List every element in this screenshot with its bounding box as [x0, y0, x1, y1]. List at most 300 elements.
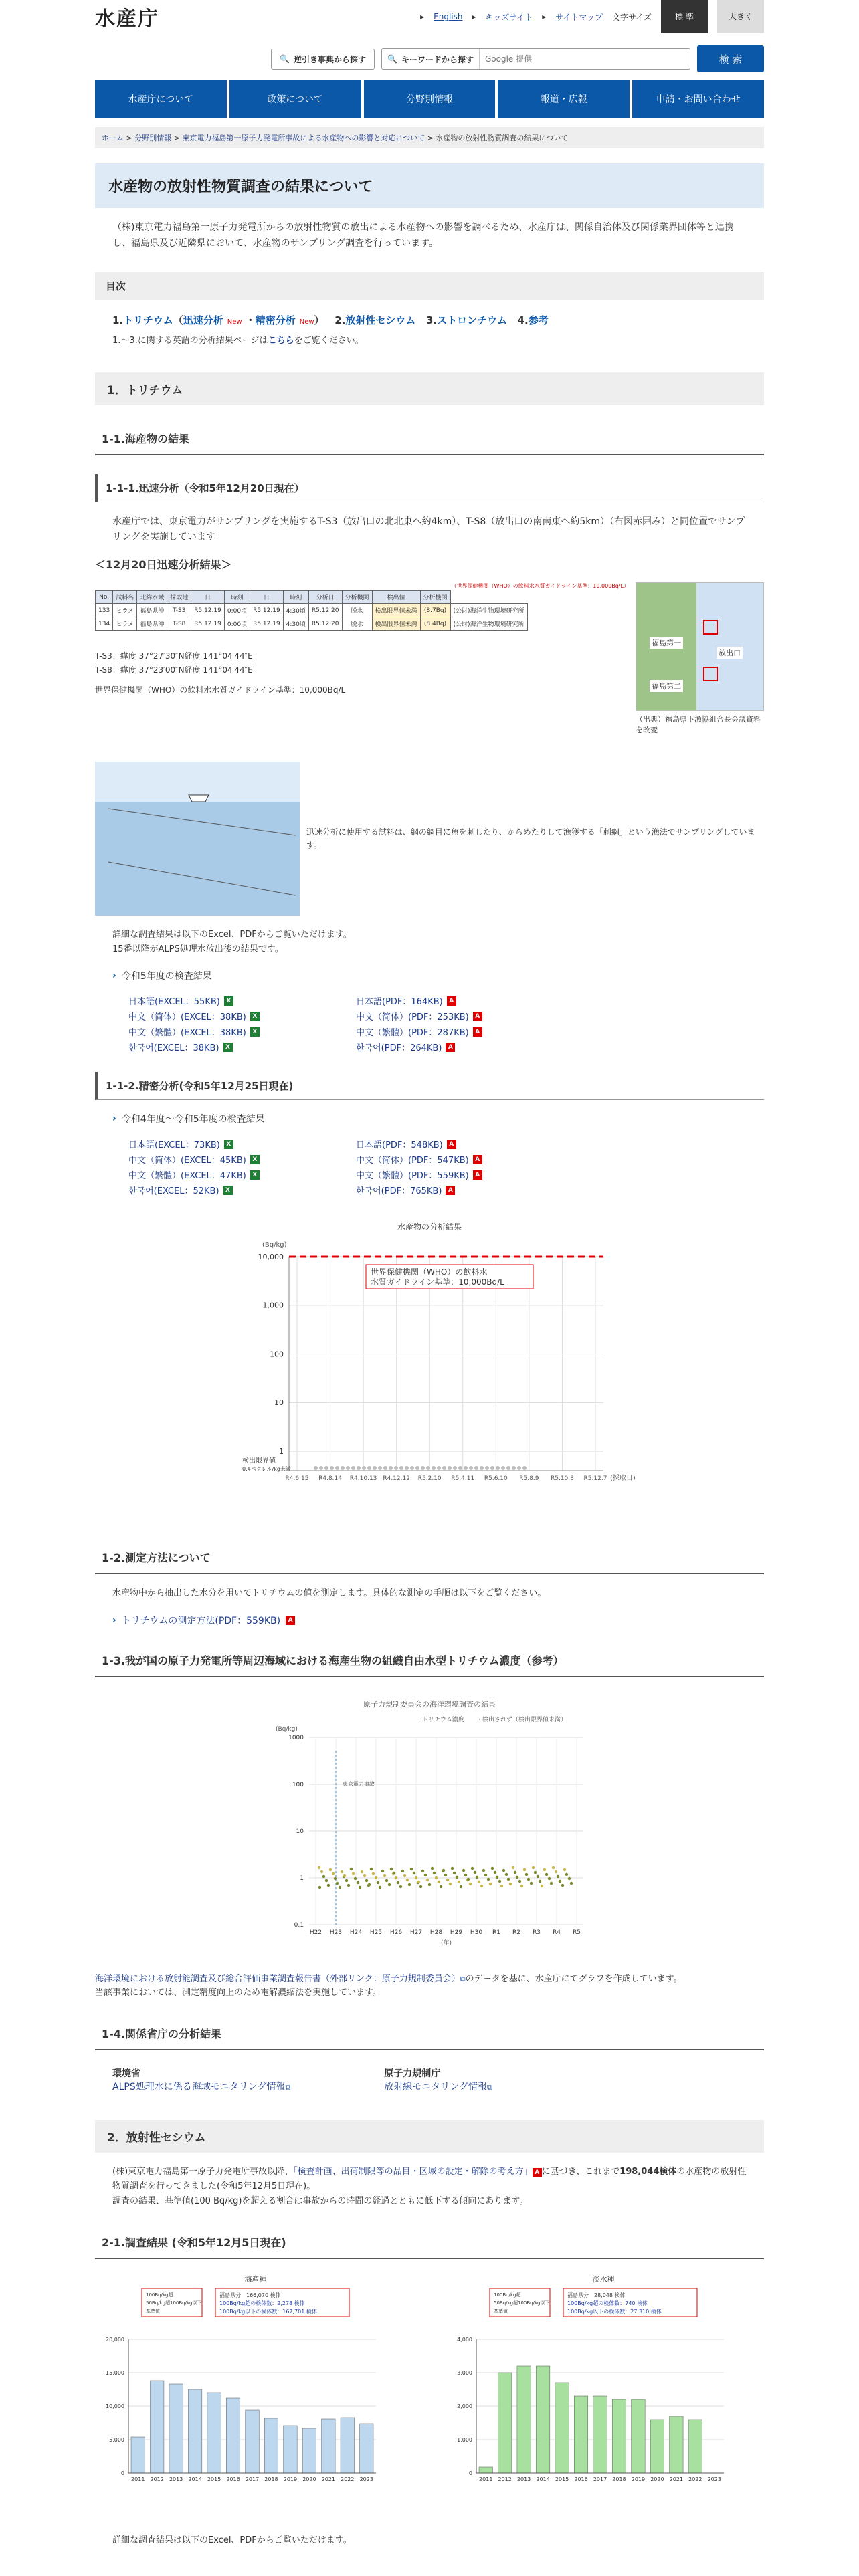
- excel-icon: X: [224, 996, 233, 1006]
- who-note: 世界保健機関（WHO）の飲料水水質ガイドライン基準：10,000Bq/L: [95, 685, 346, 695]
- x-tick-label: 2023: [707, 2476, 721, 2483]
- data-point: [329, 1868, 332, 1870]
- download-link[interactable]: [356, 994, 583, 1007]
- x-tick-label: 2013: [516, 2476, 531, 2483]
- toc-link-cesium[interactable]: 放射性セシウム: [345, 314, 416, 326]
- download-link[interactable]: [356, 1025, 583, 1038]
- download-label: 日本語(EXCEL：55KB): [128, 997, 220, 1008]
- download-label: 한국어(PDF：264KB): [356, 1043, 442, 1054]
- toc-heading: 目次: [95, 272, 764, 300]
- cesium-charts: [95, 2272, 764, 2493]
- data-point: [460, 1885, 462, 1887]
- y-tick-label: 100: [270, 1350, 284, 1359]
- subsection-rapid: 1-1-1.迅速分析（令和5年12月20日現在）: [95, 474, 764, 502]
- data-point: [357, 1881, 359, 1883]
- breadcrumb-current: 水産物の放射性物質調査の結果について: [436, 134, 569, 142]
- table-cell: ヒラメ: [113, 604, 137, 617]
- data-point: [530, 1881, 533, 1884]
- lod-label: 検出限界値: [242, 1457, 276, 1465]
- summary-line: 100Bq/kg以下の検体数：167,701 検体: [219, 2309, 317, 2315]
- data-point: [320, 1870, 323, 1872]
- cesium-text-pre: (株)東京電力福島第一原子力発電所事故以降、: [112, 2167, 294, 2177]
- english-note-pre: 1.〜3.に関する英語の分析結果ページは: [112, 335, 268, 346]
- table-cell: 134: [96, 617, 113, 631]
- download-label: 中文（繁體）(PDF：559KB): [356, 1171, 469, 1182]
- detail-note-2: 15番以降がALPS処理水放出後の結果です。: [112, 944, 284, 955]
- accident-label: 東京電力事故: [343, 1780, 375, 1787]
- x-tick-label: 2016: [226, 2476, 240, 2483]
- data-point: [532, 1866, 535, 1868]
- data-point: [388, 1883, 391, 1885]
- y-tick-label: 10,000: [106, 2403, 124, 2410]
- legend-item: ・検出されず（検出限界値未満）: [476, 1716, 567, 1723]
- chart-title: 水産物の分析結果: [397, 1222, 462, 1232]
- link-sitemap[interactable]: サイトマップ: [555, 12, 603, 22]
- table-cell: (8.7Bq): [420, 604, 450, 617]
- cesium-text-3: 調査の結果、基準値(100 Bq/kg)を超える割合は事故からの時間の経過とともに低下する傾向にあります。: [112, 2196, 529, 2207]
- data-point: [433, 1871, 436, 1874]
- excel-icon: X: [224, 1140, 233, 1149]
- nav-about[interactable]: 水産庁について: [95, 80, 227, 118]
- related-moe-org: 環境省: [112, 2068, 140, 2080]
- data-point: [419, 1885, 422, 1887]
- bar: [264, 2418, 278, 2473]
- data-point: [525, 1872, 528, 1875]
- y-tick-label: 20,000: [106, 2337, 124, 2343]
- download-label: 日本語(PDF：548KB): [356, 1140, 443, 1151]
- x-tick-label: 2018: [612, 2476, 626, 2483]
- data-point: [494, 1870, 496, 1873]
- data-point: [395, 1876, 397, 1879]
- download-link[interactable]: [128, 1168, 356, 1181]
- table-cell: ヒラメ: [113, 617, 137, 631]
- y-tick-label: 10: [274, 1398, 284, 1408]
- download-link[interactable]: [356, 1138, 583, 1150]
- x-tick-label: H22: [309, 1929, 322, 1936]
- y-tick-label: 0: [468, 2470, 472, 2477]
- gill-net-illustration: [95, 762, 300, 916]
- breadcrumb-fields[interactable]: 分野別情報: [134, 134, 172, 142]
- external-link-icon: ⧉: [285, 2083, 291, 2092]
- related-nra: [384, 2066, 492, 2093]
- excel-icon: X: [223, 1043, 233, 1052]
- subsection-method: 1-2.測定方法について: [95, 1544, 764, 1574]
- english-note: [112, 334, 747, 348]
- external-link-icon: ⧉: [487, 2083, 492, 2092]
- data-point: [413, 1871, 415, 1874]
- data-point: [563, 1868, 566, 1870]
- data-point: [421, 1869, 424, 1872]
- download-link[interactable]: [356, 1184, 583, 1196]
- table-cell: R5.12.19: [250, 604, 284, 617]
- table-row: [96, 617, 528, 631]
- table-header-cell: 時刻: [224, 591, 250, 604]
- x-tick-label: 2012: [150, 2476, 164, 2483]
- data-point: [474, 1870, 476, 1873]
- data-point: [375, 1876, 377, 1879]
- table-cell: T-S3: [167, 604, 191, 617]
- marine-cesium-chart: [95, 2272, 416, 2493]
- data-point: [314, 1466, 318, 1470]
- chevron-right-icon: ›: [112, 1113, 116, 1125]
- download-link[interactable]: [128, 1138, 356, 1150]
- data-point: [435, 1876, 438, 1879]
- x-axis-label: (年): [440, 1939, 452, 1947]
- legend-item: 50Bq/kg超100Bq/kg以下: [494, 2300, 550, 2306]
- data-point: [467, 1877, 470, 1880]
- y-tick-label: 10: [296, 1828, 304, 1835]
- toc-link-strontium[interactable]: ストロンチウム: [437, 314, 507, 326]
- chart-title: 淡水種: [592, 2275, 615, 2284]
- data-point: [552, 1866, 555, 1868]
- data-point: [385, 1879, 388, 1881]
- r4-label: 令和4年度〜令和5年度の検査結果: [121, 1114, 265, 1125]
- data-point: [509, 1882, 512, 1885]
- site-logo[interactable]: 水産庁: [95, 7, 159, 31]
- x-tick-label: H24: [349, 1929, 363, 1936]
- bar: [322, 2419, 335, 2473]
- data-point: [357, 1466, 361, 1470]
- y-tick-label: 3,000: [457, 2370, 472, 2377]
- x-tick-label: 2011: [131, 2476, 145, 2483]
- external-link-icon: ⧉: [460, 1974, 466, 1983]
- data-point: [516, 1875, 518, 1878]
- x-tick-label: R5.2.10: [417, 1475, 442, 1483]
- x-tick-label: 2020: [650, 2476, 664, 2483]
- global-nav: [95, 80, 764, 118]
- r5-label: 令和5年度の検査結果: [121, 971, 212, 982]
- data-point: [478, 1880, 480, 1883]
- data-point: [359, 1885, 361, 1888]
- x-tick-label: 2015: [555, 2476, 569, 2483]
- freshwater-cesium-chart: [443, 2272, 764, 2493]
- related-nra-link[interactable]: 放射線モニタリング情報: [384, 2082, 488, 2093]
- data-point: [410, 1867, 413, 1870]
- new-badge: New: [227, 318, 242, 326]
- map-label-daini: 福島第二: [650, 680, 683, 692]
- chart-title: 原子力規制委員会の海洋環境調査の結果: [363, 1699, 496, 1709]
- x-tick-label: H25: [369, 1929, 383, 1936]
- x-tick-label: 2015: [207, 2476, 221, 2483]
- pdf-icon: A: [446, 1043, 455, 1052]
- download-link[interactable]: [128, 994, 356, 1007]
- y-tick-label: 100: [292, 1781, 304, 1788]
- data-point: [520, 1884, 523, 1887]
- data-point: [383, 1466, 387, 1470]
- nav-fields[interactable]: 分野別情報: [364, 80, 496, 118]
- data-point: [496, 1466, 500, 1470]
- data-point: [482, 1868, 485, 1871]
- search-input[interactable]: [480, 53, 690, 64]
- map-wrap: [636, 582, 764, 735]
- data-point: [543, 1868, 546, 1870]
- toc-link-precise[interactable]: 精密分析: [255, 314, 296, 326]
- download-link[interactable]: [128, 1025, 356, 1038]
- font-size-standard-button[interactable]: 標 準: [661, 0, 708, 33]
- bar: [284, 2426, 297, 2473]
- y-tick-label: 0: [120, 2470, 124, 2477]
- table-header-cell: 時刻: [283, 591, 308, 604]
- x-tick-label: 2016: [574, 2476, 588, 2483]
- pdf-icon: A: [473, 1027, 482, 1037]
- search-row: [95, 45, 764, 72]
- data-point: [334, 1876, 337, 1879]
- data-point: [426, 1466, 430, 1470]
- pdf-icon: A: [473, 1012, 482, 1021]
- nav-press[interactable]: 報道・広報: [498, 80, 630, 118]
- x-tick-label: H27: [409, 1929, 423, 1936]
- excel-icon: X: [250, 1027, 260, 1037]
- related-moe-link[interactable]: ALPS処理水に係る海域モニタリング情報: [112, 2082, 286, 2093]
- data-point: [534, 1870, 537, 1873]
- link-english[interactable]: English: [434, 12, 463, 21]
- related-moe: [112, 2066, 290, 2093]
- bar: [536, 2366, 549, 2473]
- excel-icon: X: [250, 1155, 260, 1164]
- data-point: [471, 1866, 474, 1869]
- data-point: [550, 1881, 553, 1884]
- breadcrumb: ホーム > 分野別情報 > 東京電力福島第一原子力発電所事故による水産物への影響と対応について > 水産物の放射性物質調査の結果について: [95, 127, 764, 148]
- rapid-text: 水産庁では、東京電力がサンプリングを実施するT-S3（放出口の北北東へ約4km）、T-S8（放出口の南南東へ約5km）（右図赤囲み）と同位置でサンプリングを実施しています。: [112, 516, 745, 543]
- data-point: [444, 1873, 447, 1876]
- toc-link-reference[interactable]: 参考: [528, 314, 549, 326]
- data-point: [485, 1466, 489, 1470]
- data-point: [346, 1466, 350, 1470]
- data-point: [389, 1466, 393, 1470]
- download-label: 中文（简体）(EXCEL：45KB): [128, 1156, 246, 1166]
- source-link[interactable]: 海洋環境における放射能調査及び総合評価事業調査報告書（外部リンク：原子力規制委員会）: [95, 1973, 460, 1984]
- data-point: [480, 1884, 483, 1887]
- table-row: [96, 604, 528, 617]
- x-tick-label: 2018: [264, 2476, 278, 2483]
- toc-link-rapid[interactable]: 迅速分析: [183, 314, 223, 326]
- download-label: 中文（简体）(EXCEL：38KB): [128, 1012, 246, 1023]
- data-point: [415, 1466, 419, 1470]
- keyword-label: [382, 49, 480, 69]
- data-point: [330, 1466, 334, 1470]
- bar: [593, 2396, 607, 2473]
- search-submit-button[interactable]: 検 索: [697, 45, 764, 72]
- table-cell: 4:30頃: [283, 604, 308, 617]
- data-point: [500, 1884, 503, 1887]
- english-note-post: をご覧ください。: [294, 335, 364, 346]
- data-point: [570, 1881, 573, 1884]
- r5-results-item: [112, 969, 747, 982]
- download-label: 中文（繁體）(EXCEL：47KB): [128, 1171, 246, 1182]
- result-table: [95, 590, 528, 631]
- data-point: [491, 1866, 494, 1869]
- table-cell: R5.12.20: [308, 604, 342, 617]
- link-kids[interactable]: キッズサイト: [485, 12, 533, 22]
- x-tick-label: H29: [450, 1929, 463, 1936]
- x-tick-label: 2023: [359, 2476, 373, 2483]
- nav-contact[interactable]: 申請・お問い合わせ: [632, 80, 764, 118]
- x-tick-label: 2021: [321, 2476, 336, 2483]
- font-size-label: 文字サイズ: [611, 12, 652, 22]
- map-marker-ts8: [703, 667, 718, 681]
- data-point: [442, 1466, 446, 1470]
- x-tick-label: 2017: [245, 2476, 260, 2483]
- data-point: [437, 1466, 441, 1470]
- data-point: [428, 1883, 431, 1885]
- subsection-other-ministries: 1-4.関係省庁の分析結果: [95, 2020, 764, 2050]
- subsection-marine: 1-1.海産物の結果: [95, 425, 764, 455]
- x-tick-label: R5.6.10: [484, 1475, 508, 1483]
- y-tick-label: 1: [279, 1447, 284, 1457]
- search-icon: 🔍: [387, 54, 397, 64]
- pdf-icon: A: [533, 2168, 542, 2177]
- table-header-cell: 検出値: [372, 591, 420, 604]
- download-link[interactable]: [356, 1153, 583, 1166]
- x-tick-label: R5.8.9: [519, 1475, 539, 1483]
- data-point: [399, 1885, 402, 1887]
- excel-icon: X: [250, 1170, 260, 1180]
- data-point: [324, 1466, 328, 1470]
- data-point: [341, 1466, 345, 1470]
- cesium-detail: 詳細な調査結果は以下のExcel、PDFからご覧いただけます。: [112, 2535, 352, 2546]
- download-label: 한국어(EXCEL：38KB): [128, 1043, 219, 1054]
- subsection-reference: 1-3.我が国の原子力発電所等周辺海域における海産生物の組織自由水型トリチウム濃度（参考）: [95, 1647, 764, 1677]
- data-point: [539, 1879, 541, 1882]
- data-point: [561, 1883, 564, 1886]
- legend-item: 基準値: [146, 2309, 160, 2315]
- data-point: [401, 1869, 404, 1872]
- data-point: [339, 1885, 341, 1888]
- nav-policy[interactable]: 政策について: [229, 80, 361, 118]
- download-link[interactable]: [356, 1010, 583, 1023]
- table-cell: 脱水: [342, 617, 372, 631]
- reference-chart-wrap: [95, 1697, 764, 1965]
- data-point: [373, 1466, 377, 1470]
- data-point: [484, 1873, 487, 1876]
- table-header-cell: 試料名: [113, 591, 137, 604]
- data-point: [365, 1879, 368, 1881]
- data-point: [424, 1873, 427, 1876]
- download-link[interactable]: [356, 1041, 583, 1053]
- data-point: [451, 1866, 454, 1869]
- y-axis-label: (Bq/kg): [262, 1241, 287, 1249]
- x-tick-label: 2021: [669, 2476, 684, 2483]
- toc-num-4: 4.: [517, 314, 529, 326]
- data-point: [442, 1868, 445, 1871]
- data-point: [446, 1878, 449, 1881]
- table-cell: R5.12.19: [191, 617, 225, 631]
- data-point: [432, 1466, 436, 1470]
- data-point: [548, 1876, 551, 1879]
- pdf-icon: A: [447, 996, 456, 1006]
- chevron-right-icon: ›: [112, 970, 116, 982]
- table-header-cell: 採取地: [167, 591, 191, 604]
- font-size-large-button[interactable]: 大きく: [717, 0, 764, 33]
- breadcrumb-fukushima[interactable]: 東京電力福島第一原子力発電所事故による水産物への影響と対応について: [182, 134, 425, 142]
- result-area: [95, 582, 764, 735]
- chart-title: 海産種: [244, 2275, 267, 2284]
- data-point: [408, 1883, 411, 1885]
- bar: [131, 2437, 145, 2473]
- bar: [498, 2373, 511, 2473]
- toc-num-3: 3.: [425, 314, 438, 326]
- data-point: [522, 1466, 527, 1470]
- index-search-button[interactable]: [271, 49, 375, 70]
- pdf-icon: A: [473, 1170, 482, 1180]
- data-point: [426, 1878, 429, 1881]
- table-cell: (公財)海洋生物環境研究所: [450, 604, 527, 617]
- download-link[interactable]: [128, 1010, 356, 1023]
- intro-text: （株)東京電力福島第一原子力発電所からの放射性物質の放出による水産物への影響を調べるため、水産庁は、関係自治体及び関係業界団体等と連携し、福島県及び近隣県において、水産物のサンプリング調査を行っています。: [112, 222, 734, 249]
- data-point: [431, 1866, 434, 1869]
- net-caption: 迅速分析に使用する試料は、網の網目に魚を刺したり、からめたりして漁獲する「刺網」という漁法でサンプリングしています。: [306, 827, 755, 851]
- download-link[interactable]: [128, 1041, 356, 1053]
- data-point: [367, 1466, 371, 1470]
- x-tick-label: R4.10.13: [349, 1475, 377, 1483]
- data-point: [489, 1882, 492, 1885]
- breadcrumb-home[interactable]: ホーム: [102, 134, 124, 142]
- data-point: [325, 1879, 328, 1881]
- data-point: [506, 1466, 510, 1470]
- index-search-label: 逆引き事典から探す: [293, 54, 366, 64]
- result-table-wrap: [95, 582, 629, 735]
- download-label: 中文（繁體）(PDF：287KB): [356, 1028, 469, 1039]
- data-point: [440, 1885, 442, 1887]
- cesium-text-post2: の水産物の放射性物質調査を行ってきました(令和5年12月5日現在)。: [112, 2167, 747, 2192]
- downloads-r4: [128, 1138, 764, 1196]
- data-point: [318, 1885, 321, 1888]
- table-header-cell: 分析日: [308, 591, 342, 604]
- source-text-2: 当該事業においては、測定精度向上のため電解濃縮法を実施しています。: [95, 1988, 381, 1998]
- table-header-row: [96, 591, 528, 604]
- subsection-precise: 1-1-2.精密分析(令和5年12月25日現在): [95, 1072, 764, 1100]
- y-tick-label: 1: [300, 1874, 304, 1882]
- bar: [360, 2424, 373, 2473]
- english-link[interactable]: こちら: [268, 335, 294, 346]
- x-tick-label: R3: [533, 1929, 541, 1936]
- data-point: [319, 1466, 323, 1470]
- detail-note: [112, 928, 747, 957]
- data-point: [415, 1876, 417, 1879]
- x-tick-label: 2011: [479, 2476, 493, 2483]
- map-label-outlet: 放出口: [717, 647, 743, 659]
- download-link[interactable]: [128, 1184, 356, 1196]
- data-point: [378, 1466, 382, 1470]
- table-cell: R5.12.19: [191, 604, 225, 617]
- y-tick-label: 4,000: [457, 2337, 472, 2343]
- source-text: のデータを基に、水産庁にてグラフを作成しています。: [465, 1973, 682, 1984]
- bar: [150, 2381, 163, 2473]
- inspection-plan-link[interactable]: 「検査計画、出荷制限等の品目・区域の設定・解除の考え方」: [293, 2167, 533, 2177]
- download-link[interactable]: [128, 1153, 356, 1166]
- data-point: [362, 1466, 366, 1470]
- x-tick-label: R1: [492, 1929, 500, 1936]
- data-point: [541, 1884, 543, 1887]
- related-links: [112, 2066, 764, 2093]
- summary-line: 福島県分 166,070 検体: [219, 2292, 281, 2299]
- download-label: 中文（简体）(PDF：253KB): [356, 1012, 469, 1023]
- x-tick-label: 2013: [169, 2476, 183, 2483]
- data-point: [518, 1879, 521, 1882]
- download-link[interactable]: [356, 1168, 583, 1181]
- toc-link-tritium[interactable]: トリチウム: [123, 314, 173, 326]
- legend-item: ・トリチウム濃度: [416, 1716, 464, 1723]
- y-tick-label: 0.1: [294, 1921, 304, 1929]
- chevron-icon: ▸: [472, 12, 476, 21]
- method-link[interactable]: トリチウムの測定方法(PDF：559KB): [121, 1615, 281, 1626]
- data-point: [527, 1877, 530, 1880]
- excel-icon: X: [250, 1012, 260, 1021]
- sample-count: 198,044検体: [619, 2167, 677, 2177]
- bar: [169, 2384, 183, 2473]
- map-marker-ts3: [703, 620, 718, 635]
- data-point: [490, 1466, 494, 1470]
